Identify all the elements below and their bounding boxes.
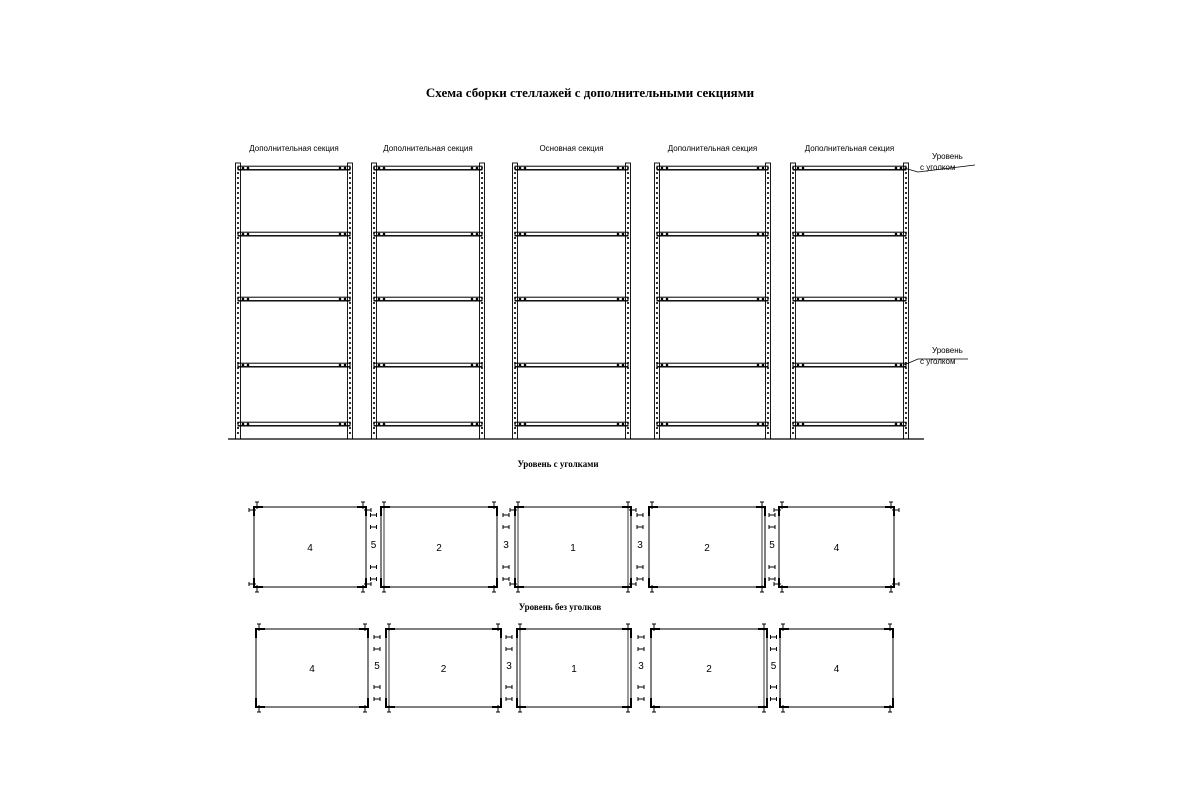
gap-connector bbox=[638, 635, 644, 701]
corner-bracket bbox=[510, 578, 524, 592]
level-label-bottom bbox=[920, 346, 963, 366]
rack-section bbox=[655, 144, 771, 439]
corner-bracket bbox=[249, 502, 263, 516]
gap-number: 3 bbox=[638, 661, 644, 672]
corner-bracket bbox=[517, 698, 526, 712]
corner-bracket bbox=[488, 502, 497, 516]
shelf bbox=[793, 422, 906, 426]
shelf bbox=[374, 166, 482, 170]
shelf bbox=[515, 422, 628, 426]
plan-panel bbox=[649, 502, 765, 592]
shelf bbox=[793, 363, 906, 367]
svg-text:Уровень: Уровень bbox=[932, 152, 963, 161]
panel-number: 4 bbox=[309, 664, 315, 675]
corner-bracket bbox=[756, 502, 765, 516]
panel-number: 1 bbox=[570, 543, 576, 554]
shelf bbox=[657, 422, 768, 426]
shelf bbox=[793, 166, 906, 170]
rack-section bbox=[236, 144, 353, 439]
shelf bbox=[374, 232, 482, 236]
corner-bracket bbox=[649, 578, 658, 592]
plan-panel bbox=[386, 624, 501, 712]
section-label: Дополнительная секция bbox=[383, 144, 473, 153]
corner-bracket bbox=[622, 624, 631, 638]
plan-panel bbox=[780, 624, 893, 712]
plan-without-corners bbox=[256, 624, 893, 712]
corner-bracket bbox=[758, 624, 767, 638]
shelf bbox=[793, 232, 906, 236]
rack-section bbox=[791, 144, 909, 439]
panel-number: 2 bbox=[706, 664, 712, 675]
elevation-view bbox=[228, 144, 975, 439]
corner-bracket bbox=[510, 502, 524, 516]
corner-bracket bbox=[381, 502, 390, 516]
shelf bbox=[657, 232, 768, 236]
corner-bracket bbox=[780, 698, 789, 712]
shelf bbox=[793, 297, 906, 301]
shelf bbox=[238, 297, 350, 301]
shelf bbox=[374, 297, 482, 301]
corner-bracket bbox=[517, 624, 526, 638]
shelf bbox=[374, 422, 482, 426]
plan-panel bbox=[256, 624, 368, 712]
rack-section bbox=[513, 144, 631, 439]
corner-bracket bbox=[649, 502, 658, 516]
section-label: Дополнительная секция bbox=[249, 144, 339, 153]
shelf bbox=[238, 422, 350, 426]
svg-text:с уголком: с уголком bbox=[920, 163, 956, 172]
svg-text:с уголком: с уголком bbox=[920, 357, 956, 366]
plan-panel bbox=[249, 502, 371, 592]
corner-bracket bbox=[249, 578, 263, 592]
panel-number: 4 bbox=[307, 543, 313, 554]
corner-bracket bbox=[386, 698, 395, 712]
section-label: Дополнительная секция bbox=[667, 144, 758, 153]
panel-number: 2 bbox=[436, 543, 442, 554]
corner-bracket bbox=[651, 624, 660, 638]
gap-connector bbox=[769, 513, 775, 581]
corner-bracket bbox=[774, 578, 788, 592]
shelf bbox=[515, 232, 628, 236]
corner-bracket bbox=[622, 502, 636, 516]
shelf bbox=[515, 166, 628, 170]
gap-number: 5 bbox=[770, 661, 777, 672]
corner-bracket bbox=[885, 578, 899, 592]
corner-bracket bbox=[256, 624, 265, 638]
panel-number: 2 bbox=[704, 543, 710, 554]
corner-bracket bbox=[381, 578, 390, 592]
section-label: Основная секция bbox=[539, 144, 604, 153]
gap-number: 3 bbox=[506, 661, 512, 672]
corner-bracket bbox=[488, 578, 497, 592]
corner-bracket bbox=[884, 624, 893, 638]
plan-panel bbox=[381, 502, 497, 592]
panel-number: 4 bbox=[833, 543, 840, 554]
corner-bracket bbox=[359, 624, 368, 638]
corner-bracket bbox=[780, 624, 789, 638]
gap-connector bbox=[371, 513, 377, 581]
plan-panel bbox=[774, 502, 899, 592]
gap-connector bbox=[637, 513, 643, 581]
shelf bbox=[657, 363, 768, 367]
corner-bracket bbox=[884, 698, 893, 712]
corner-bracket bbox=[622, 578, 636, 592]
corner-bracket bbox=[357, 578, 371, 592]
shelf bbox=[238, 363, 350, 367]
gap-number: 5 bbox=[370, 540, 377, 551]
plan-panel bbox=[510, 502, 636, 592]
gap-number: 3 bbox=[503, 540, 509, 551]
gap-connector bbox=[503, 513, 509, 581]
gap-connector bbox=[506, 635, 512, 701]
shelf bbox=[515, 363, 628, 367]
corner-bracket bbox=[359, 698, 368, 712]
corner-bracket bbox=[492, 698, 501, 712]
panel-number: 2 bbox=[440, 664, 447, 675]
corner-bracket bbox=[622, 698, 631, 712]
corner-bracket bbox=[651, 698, 660, 712]
shelf bbox=[515, 297, 628, 301]
corner-bracket bbox=[357, 502, 371, 516]
corner-bracket bbox=[492, 624, 501, 638]
gap-number: 5 bbox=[374, 661, 380, 672]
corner-bracket bbox=[756, 578, 765, 592]
gap-number: 3 bbox=[637, 540, 643, 551]
corner-bracket bbox=[386, 624, 395, 638]
gap-connector bbox=[374, 635, 380, 701]
panel-number: 1 bbox=[571, 664, 577, 675]
diagram-title: Схема сборки стеллажей с дополнительными секциями bbox=[425, 85, 755, 100]
plan-with-corners-caption: Уровень с уголками bbox=[517, 459, 599, 469]
svg-text:Уровень: Уровень bbox=[932, 346, 963, 355]
plan-with-corners bbox=[249, 502, 899, 592]
shelf bbox=[374, 363, 482, 367]
shelf bbox=[657, 297, 768, 301]
shelf bbox=[238, 166, 350, 170]
rack-section bbox=[372, 144, 485, 439]
gap-connector bbox=[771, 635, 777, 701]
level-label-top bbox=[920, 152, 963, 172]
gap-number: 5 bbox=[769, 540, 775, 551]
corner-bracket bbox=[758, 698, 767, 712]
plan-panel bbox=[517, 624, 631, 712]
shelf bbox=[238, 232, 350, 236]
plan-without-corners-caption: Уровень без уголков bbox=[518, 602, 602, 612]
plan-panel bbox=[651, 624, 767, 712]
panel-number: 4 bbox=[833, 664, 840, 675]
shelf bbox=[657, 166, 768, 170]
corner-bracket bbox=[885, 502, 899, 516]
corner-bracket bbox=[774, 502, 788, 516]
section-label: Дополнительная секция bbox=[804, 144, 895, 153]
corner-bracket bbox=[256, 698, 265, 712]
